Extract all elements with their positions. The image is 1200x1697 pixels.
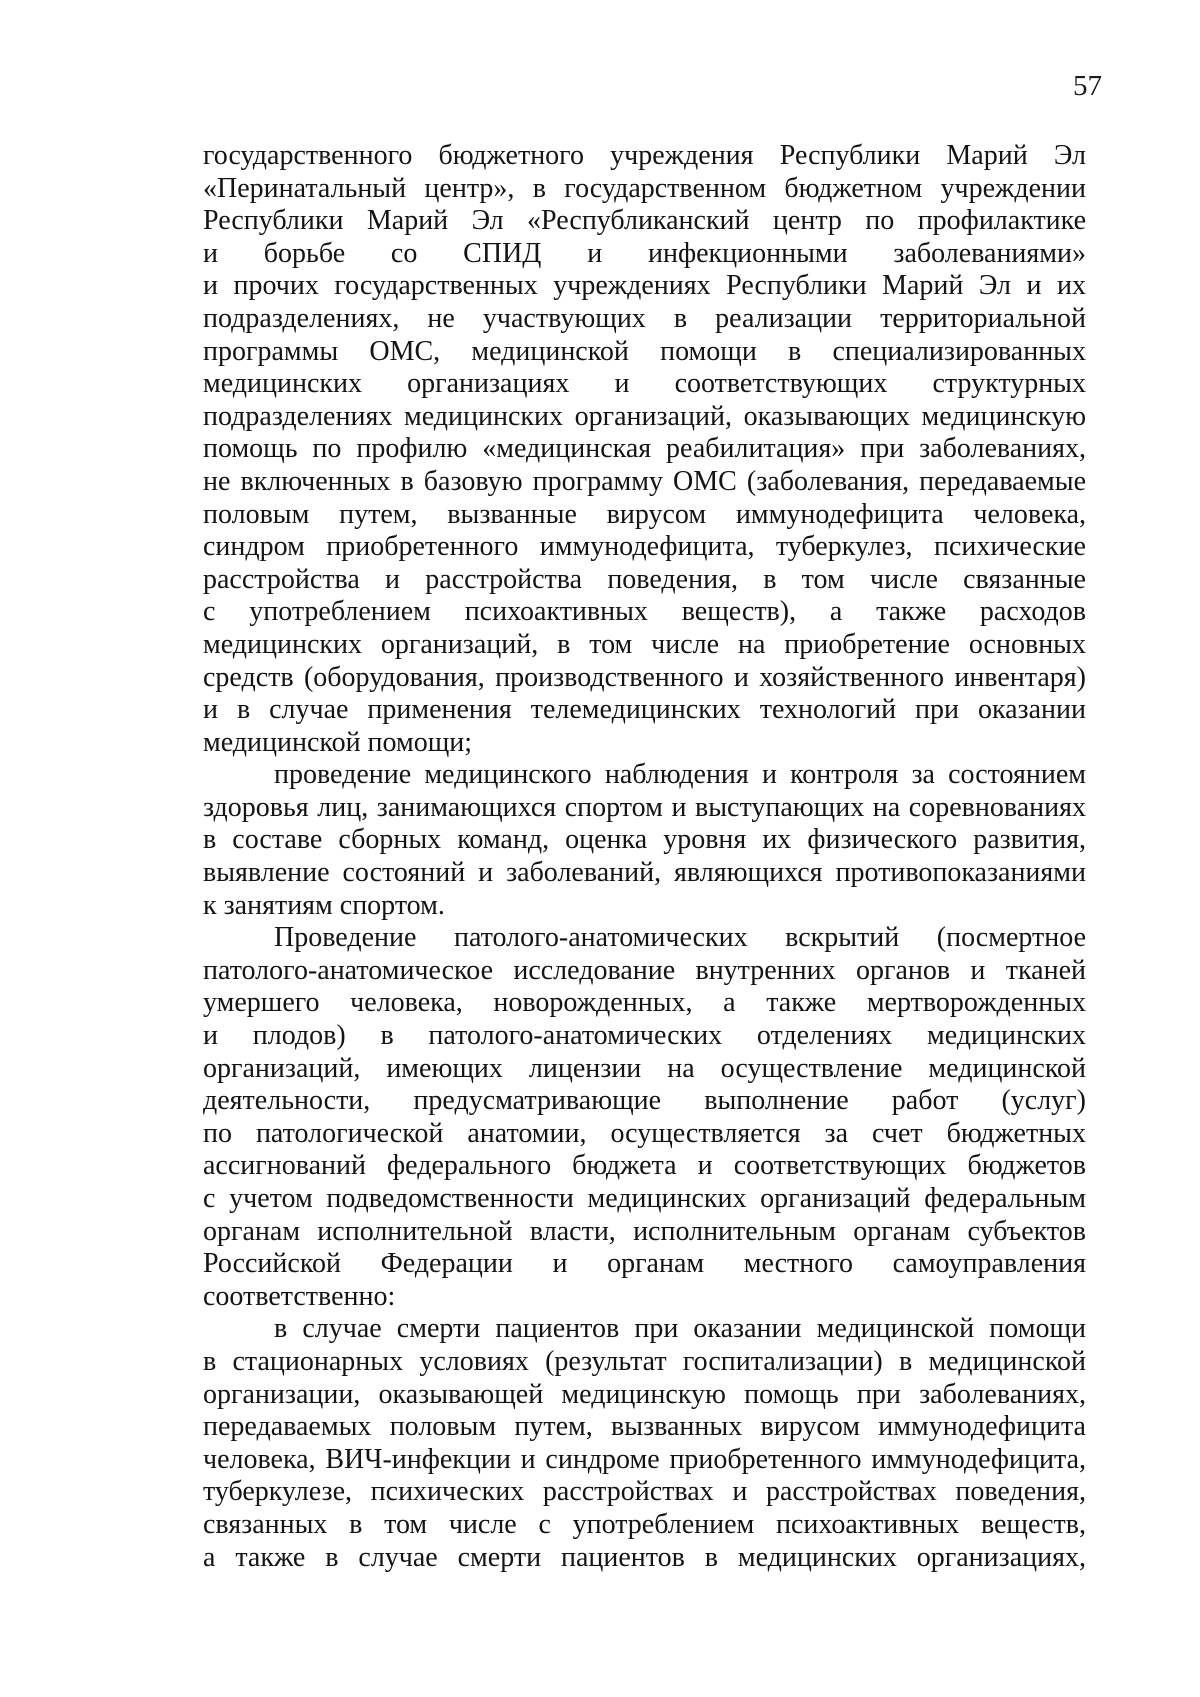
text-line: с учетом подведомственности медицинских организаций федеральным [203,1183,1086,1214]
text-line: средств (оборудования, производственного и хозяйственного инвентаря) [203,661,1086,693]
text-line: связанных в том числе с употреблением психоактивных веществ, [203,1508,1086,1540]
text-line: в стационарных условиях (результат госпитализации) в медицинской [203,1345,1086,1377]
text-line: с употреблением психоактивных веществ), а также расходов [203,596,1086,628]
text-line: и в случае применения телемедицинских технологий при оказании [203,694,1086,726]
paragraph [203,922,1086,1313]
text-line: расстройства и расстройства поведения, в том числе связанные [203,563,1086,595]
text-line: в составе сборных команд, оценка уровня их физического развития, [203,824,1086,856]
text-line: деятельности, предусматривающие выполнение работ (услуг) [203,1085,1086,1117]
text-line: организаций, имеющих лицензии на осуществление медицинской [203,1052,1086,1084]
text-line: человека, ВИЧ-инфекции и синдроме приобретенного иммунодефицита, [203,1443,1086,1475]
text-line: медицинских организациях и соответствующих структурных [203,368,1086,400]
text-line: выявление состояний и заболеваний, являющихся противопоказаниями [203,857,1086,889]
text-line: Республики Марий Эл «Республиканский центр по профилактике [203,205,1086,237]
text-line: «Перинатальный центр», в государственном бюджетном учреждении [203,172,1086,204]
paragraph [203,1313,1086,1574]
text-line: а также в случае смерти пациентов в медицинских организациях, [203,1541,1086,1573]
text-line: ассигнований федерального бюджета и соответствующих бюджетов [203,1150,1086,1182]
text-line: по патологической анатомии, осуществляется за счет бюджетных [203,1117,1086,1149]
text-line: в случае смерти пациентов при оказании медицинской помощи [274,1313,1086,1345]
text-line: умершего человека, новорожденных, а также мертворожденных [203,987,1086,1019]
text-line: медицинской помощи; [203,726,473,758]
text-line: помощь по профилю «медицинская реабилитация» при заболеваниях, [203,433,1086,465]
text-line: не включенных в базовую программу ОМС (заболевания, передаваемые [203,465,1086,497]
text-line: программы ОМС, медицинской помощи в специализированных [203,335,1086,367]
text-line: туберкулезе, психических расстройствах и расстройствах поведения, [203,1476,1086,1508]
text-line: здоровья лиц, занимающихся спортом и выступающих на соревнованиях [203,791,1086,823]
text-line: подразделениях медицинских организаций, оказывающих медицинскую [203,400,1086,432]
text-line: проведение медицинского наблюдения и контроля за состоянием [274,759,1086,791]
text-line: Проведение патолого-анатомических вскрытий (посмертное [274,922,1086,954]
text-line: патолого-анатомическое исследование внутренних органов и тканей [203,954,1086,986]
text-line: медицинских организаций, в том числе на приобретение основных [203,628,1086,660]
text-line: подразделениях, не участвующих в реализации территориальной [203,302,1086,334]
document-body [203,140,1086,1574]
text-line: к занятиям спортом. [203,889,445,921]
text-line: и плодов) в патолого-анатомических отделениях медицинских [203,1020,1086,1052]
text-line: и прочих государственных учреждениях Республики Марий Эл и их [203,270,1086,302]
text-line: передаваемых половым путем, вызванных вирусом иммунодефицита [203,1411,1086,1443]
text-line: соответственно: [203,1280,396,1312]
text-line: государственного бюджетного учреждения Республики Марий Эл [203,140,1086,171]
text-line: половым путем, вызванные вирусом иммунодефицита человека, [203,498,1086,530]
text-line: органам исполнительной власти, исполнительным органам субъектов [203,1215,1086,1247]
text-line: синдром приобретенного иммунодефицита, туберкулез, психические [203,531,1086,563]
paragraph [203,140,1086,759]
text-line: Российской Федерации и органам местного самоуправления [203,1248,1086,1280]
page-number: 57 [1073,70,1102,102]
text-line: и борьбе со СПИД и инфекционными заболеваниями» [203,237,1086,269]
text-line: организации, оказывающей медицинскую помощь при заболеваниях, [203,1378,1086,1410]
paragraph [203,759,1086,922]
